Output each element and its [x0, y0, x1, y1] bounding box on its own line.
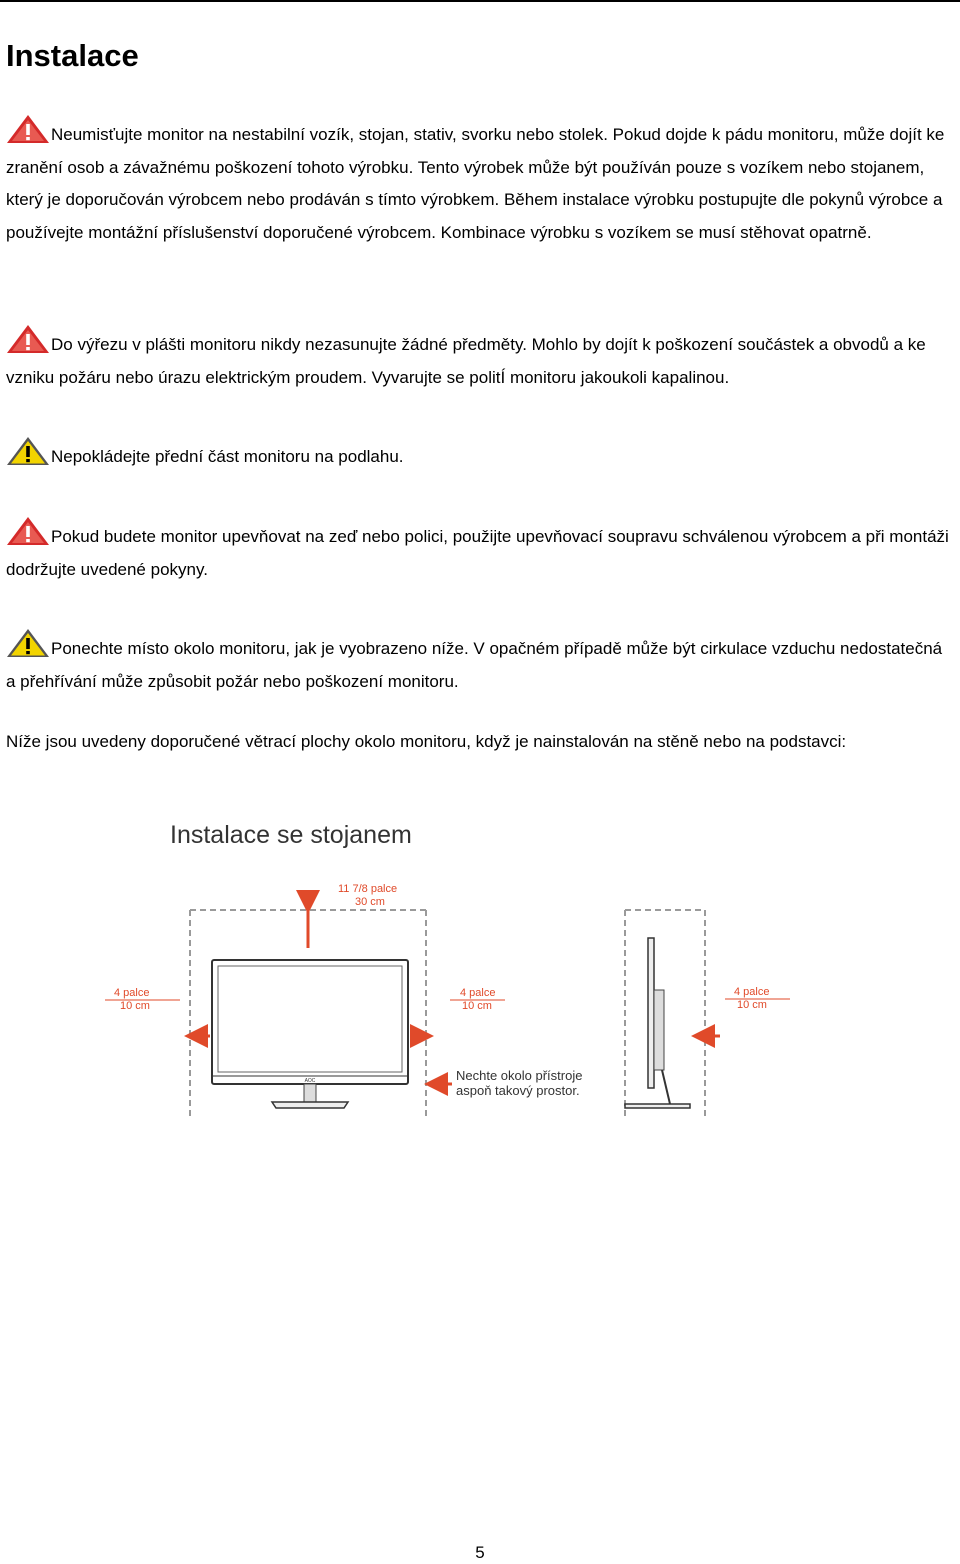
left-label-cm: 10 cm	[120, 1000, 150, 1012]
warning-red-icon	[6, 114, 50, 144]
paragraph-text: Pokud budete monitor upevňovat na zeď nebo polici, použijte upevňovací soupravu schválenou výrobcem a při montáži dodržujte uvedené pokyny.	[6, 527, 949, 579]
paragraph-text: Níže jsou uvedeny doporučené větrací plochy okolo monitoru, když je nainstalován na stěně nebo na podstavci:	[6, 732, 847, 751]
paragraph-text: Ponechte místo okolo monitoru, jak je vyobrazeno níže. V opačném případě může být cirkulace vzduchu nedostatečná a přehřívání může způsobit požár nebo poškození monitoru.	[6, 639, 943, 691]
warning-paragraph-2	[6, 324, 952, 394]
note-line-1: Nechte okolo přístroje	[456, 1068, 583, 1083]
paragraph-text: Nepokládejte přední část monitoru na podlahu.	[51, 447, 404, 466]
warning-yellow-icon	[6, 628, 50, 658]
warning-paragraph-1	[6, 114, 952, 249]
paragraph-text: Do výřezu v plášti monitoru nikdy nezasunujte žádné předměty. Mohlo by dojít k poškození součástek a obvodů a ke vzniku požáru nebo úrazu elektrickým proudem. Vyvarujte se politÍ monitoru jakoukoli kapalinou.	[6, 335, 926, 387]
warning-red-icon	[6, 516, 50, 546]
page-number: 5	[475, 1543, 485, 1562]
warning-paragraph-3	[6, 436, 952, 474]
warning-red-icon	[6, 324, 50, 354]
side-label-inches: 4 palce	[734, 986, 770, 998]
top-rule	[0, 0, 960, 2]
top-label-inches: 11 7/8 palce	[338, 883, 398, 895]
note-line-2: aspoň takový prostor.	[456, 1083, 580, 1098]
warning-paragraph-4	[6, 516, 952, 586]
warning-paragraph-5	[6, 628, 952, 698]
monitor-side-view	[625, 938, 690, 1108]
paragraph-text: Neumisťujte monitor na nestabilní vozík, stojan, stativ, svorku nebo stolek. Pokud dojde k pádu monitoru, může dojít ke zranění osob a závažnému poškození tohoto výrobku. Tento výrobek může být používán pouze s vozíkem nebo stojanem, který je doporučován výrobcem nebo prodáván s tímto výrobkem. Během instalace výrobku postupujte dle pokynů výrobce a používejte montážní příslušenství doporučené výrobcem. Kombinace výrobku s vozíkem se musí stěhovat opatrně.	[6, 125, 945, 242]
right-label-cm: 10 cm	[462, 1000, 492, 1012]
brand-logo: AOC	[304, 1078, 316, 1084]
right-label-inches: 4 palce	[460, 987, 496, 999]
page-title: Instalace	[6, 38, 139, 73]
left-label-inches: 4 palce	[114, 987, 150, 999]
side-label-cm: 10 cm	[737, 999, 767, 1011]
warning-yellow-icon	[6, 436, 50, 466]
diagram-title: Instalace se stojanem	[170, 821, 412, 849]
top-label-cm: 30 cm	[355, 896, 385, 908]
ventilation-diagram	[100, 808, 800, 1128]
monitor-front-view	[212, 960, 408, 1108]
ventilation-intro-paragraph	[6, 726, 952, 759]
